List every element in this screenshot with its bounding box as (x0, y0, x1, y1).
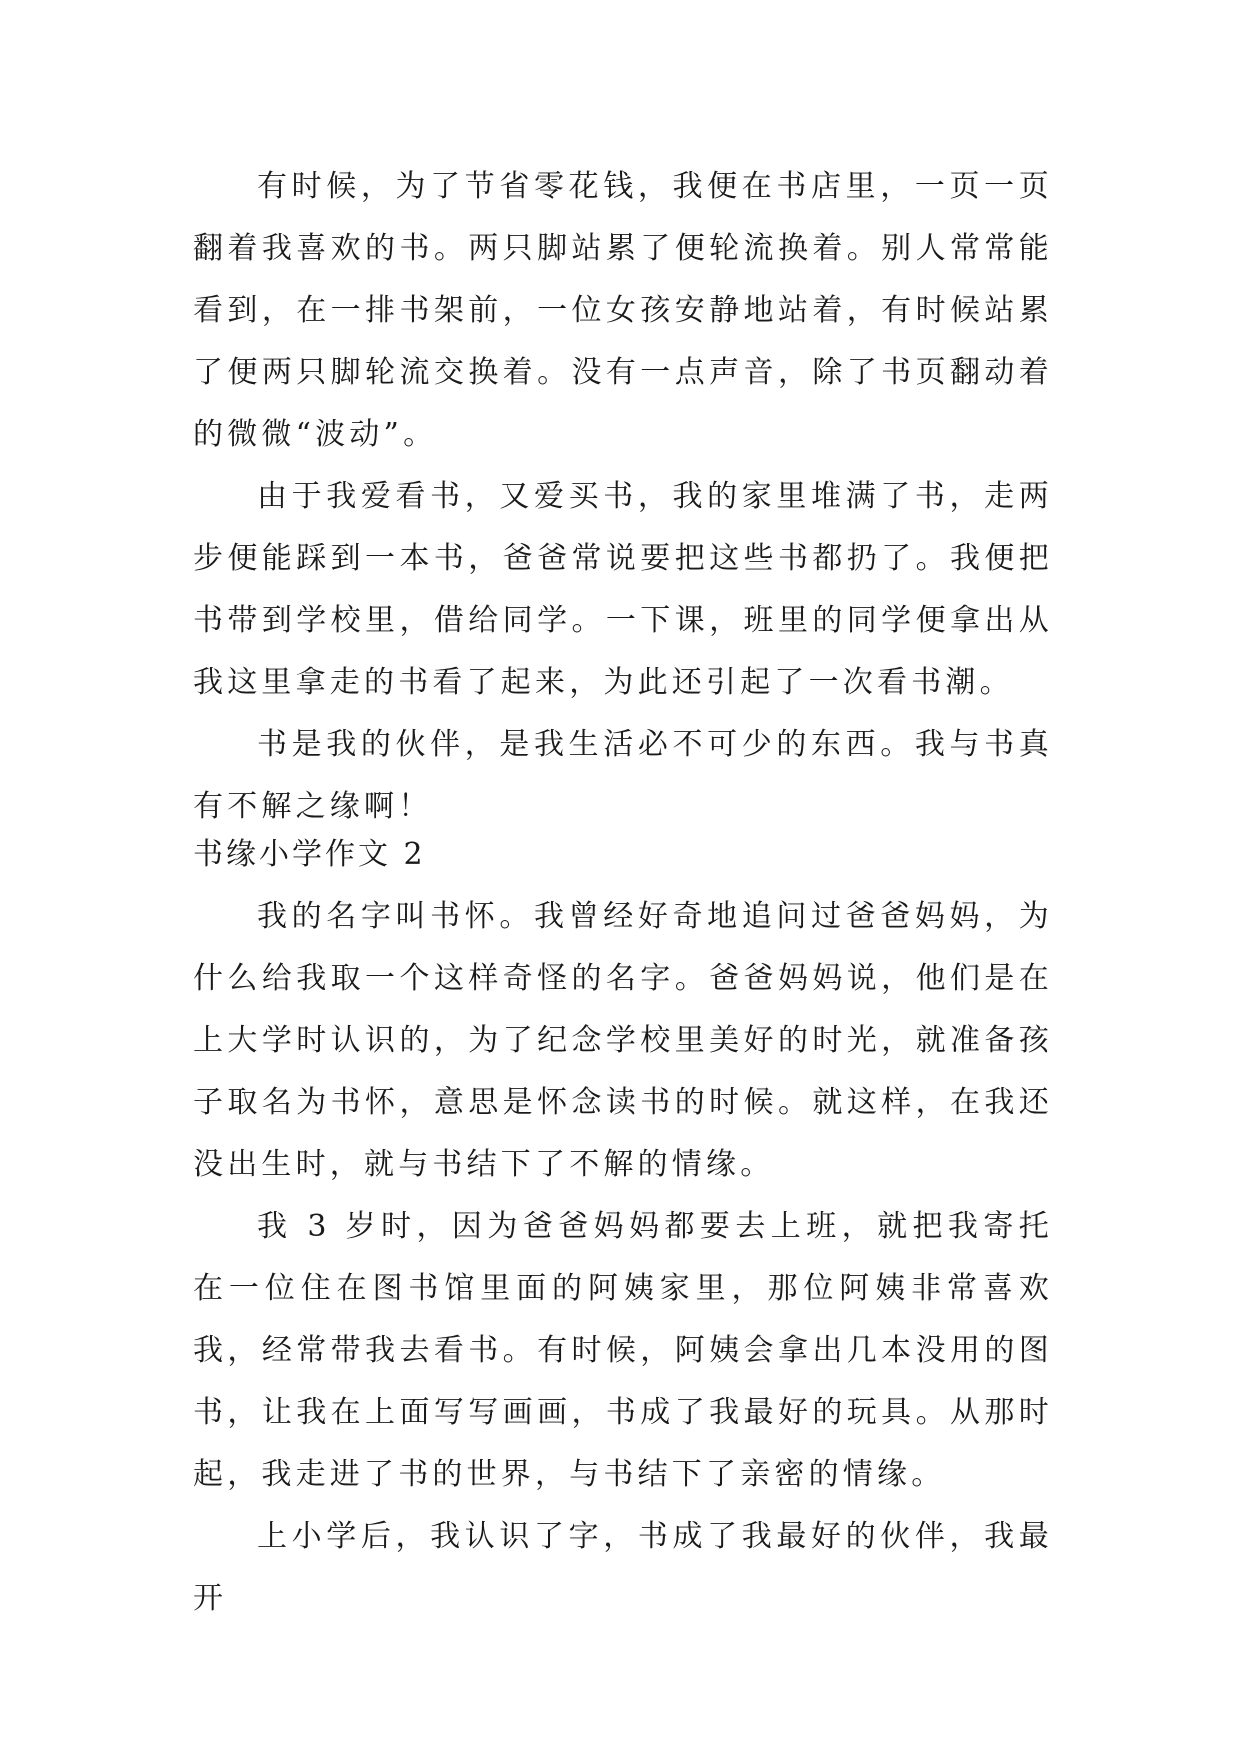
paragraph-books-are-companions: 书是我的伙伴，是我生活必不可少的东西。我与书真有不解之缘啊！ (193, 727, 1053, 824)
essay-2-title: 书缘小学作文 2 (193, 837, 426, 872)
paragraph-age-three-library: 我 3 岁时，因为爸爸妈妈都要去上班，就把我寄托在一位住在图书馆里面的阿姨家里，那位阿姨非常喜欢我，经常带我去看书。有时候，阿姨会拿出几本没用的图书，让我在上面写写画画，书成了我最好的玩具。从那时起，我走进了书的世界，与书结下了亲密的情缘。 (193, 1209, 1053, 1492)
essay-2 (193, 824, 1053, 1630)
paragraph-primary-school: 上小学后，我认识了字，书成了我最好的伙伴，我最开 (193, 1519, 1053, 1616)
essay-1-ending (193, 156, 1053, 838)
paragraph-saving-pocket-money: 有时候，为了节省零花钱，我便在书店里，一页一页翻着我喜欢的书。两只脚站累了便轮流换着。别人常常能看到，在一排书架前，一位女孩安静地站着，有时候站累了便两只脚轮流交换着。没有一点声音，除了书页翻动着的微微“波动”。 (193, 169, 1053, 452)
paragraph-lending-books: 由于我爱看书，又爱买书，我的家里堆满了书，走两步便能踩到一本书，爸爸常说要把这些书都扔了。我便把书带到学校里，借给同学。一下课，班里的同学便拿出从我这里拿走的书看了起来，为此还引起了一次看书潮。 (193, 479, 1053, 700)
paragraph-name-origin: 我的名字叫书怀。我曾经好奇地追问过爸爸妈妈，为什么给我取一个这样奇怪的名字。爸爸妈妈说，他们是在上大学时认识的，为了纪念学校里美好的时光，就准备孩子取名为书怀，意思是怀念读书的时候。就这样，在我还没出生时，就与书结下了不解的情缘。 (193, 899, 1053, 1182)
